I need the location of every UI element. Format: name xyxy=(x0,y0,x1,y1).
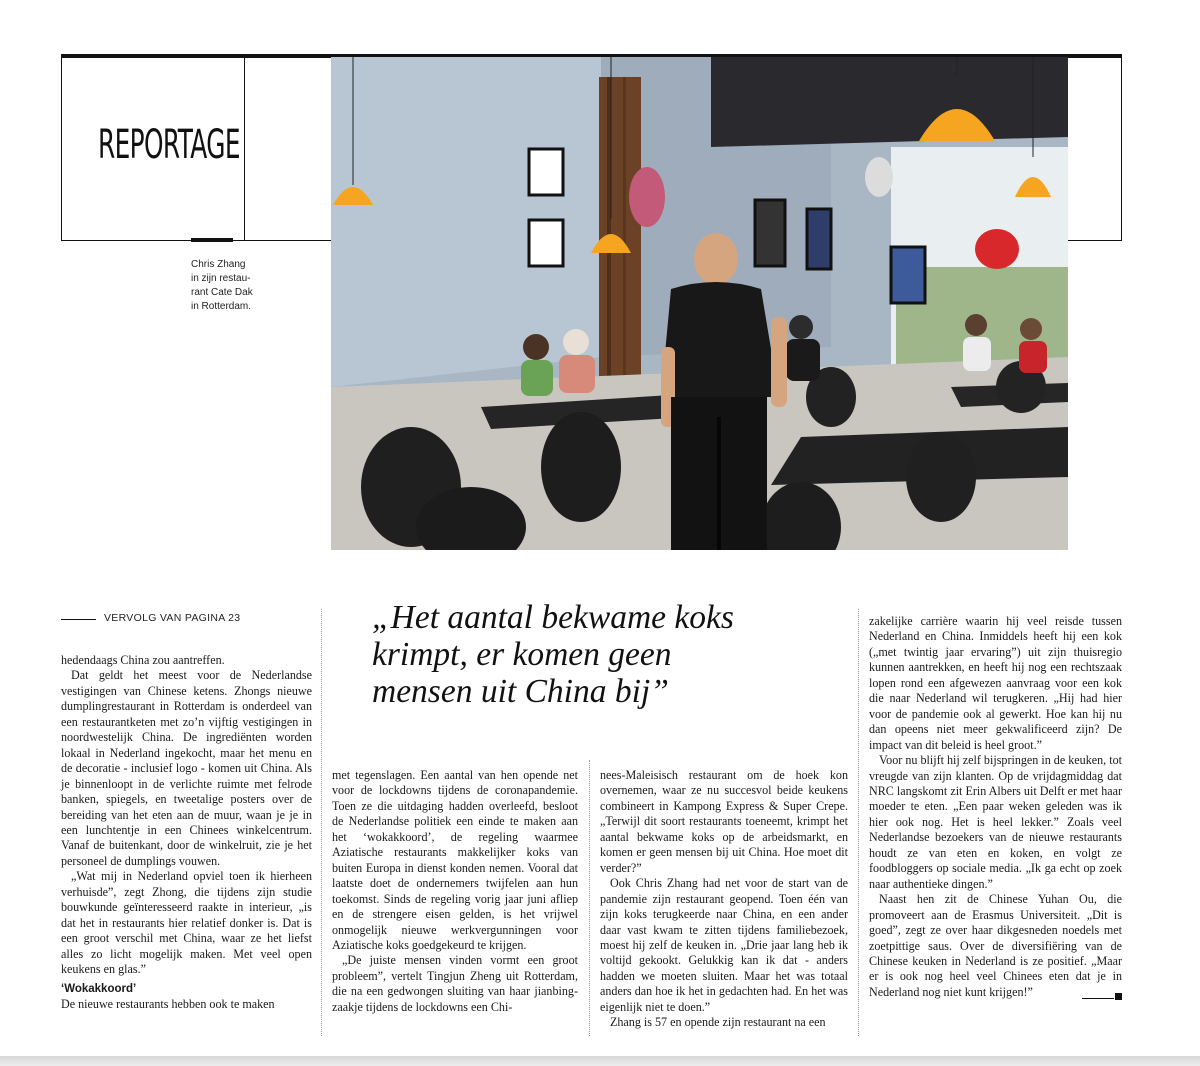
continued-rule xyxy=(61,619,96,620)
pull-quote: „Het aantal bekwame koks krimpt, er komen geen mensen uit China bij” xyxy=(372,599,734,710)
article-column-1 xyxy=(61,653,312,1012)
paragraph: „De juiste mensen vinden vormt een groot probleem”, vertelt Tingjun Zheng uit Rotterdam, die na een gedwongen sluiting van haar jianbing-zaakje tijdens de lockdowns een Chi- xyxy=(332,953,578,1014)
paragraph: De nieuwe restaurants hebben ook te maken xyxy=(61,996,275,1011)
paragraph: zakelijke carrière waarin hij veel reisde tussen Nederland en China. Inmiddels heeft hij een kok („met twintig jaar ervaring”) uit zijn thuisregio kunnen aantrekken, en heeft hij nog een rechtszaak lopen rond een afgewezen aanvraag voor een kok die naar Nederland wil terugkeren. „Hij had hier voor de pandemie ook al gewerkt. Hoe kan hij nu dan opeens niet meer gekwalificeerd zijn? De impact van dit beleid is heel groot.” xyxy=(869,614,1122,752)
end-mark xyxy=(1115,993,1122,1000)
subheading: ‘Wokakkoord’ xyxy=(61,982,137,995)
column-rule xyxy=(321,609,322,1036)
paragraph: Ook Chris Zhang had net voor de start van de pandemie zijn restaurant geopend. Toen één van zijn koks terugkeerde naar China, en een ander daar vast kwam te zitten tijdens familiebezoek, moest hij zelf de keuken in. „Drie jaar lang heb ik voltijd gekookt. Gelukkig kan ik dat - anders hadden we moeten sluiten. Maar het was totaal anders dan hoe ik het in gedachten had. En het was eigenlijk niet te doen.” xyxy=(600,876,848,1014)
paragraph: met tegenslagen. Een aantal van hen opende net voor de lockdowns tijdens de coronapandemie. Toen ze die uitdaging hadden overleefd, besloot de Nederlandse politiek een einde te maken aan het ‘wokakkoord’, de regeling waarmee Aziatische restaurants makkelijker koks van buiten Europa in dienst konden nemen. Vooral dat laatste doet de ondernemers twijfelen aan hun toekomst. Sinds de regeling vorig jaar juni afliep en de strengere eisen gelden, is het vrijwel onmogelijk nieuwe werkvergunningen voor Aziatische koks goedgekeurd te krijgen. xyxy=(332,768,578,952)
paragraph: „Wat mij in Nederland opviel toen ik hierheen verhuisde”, zegt Zhong, die tijdens zijn studie bouwkunde geïnteresseerd raakte in interieur, „is dat het in restaurants hier relatief donker is. Dat is een groot verschil met China, waar ze het liefst alles zo licht mogelijk maken. Met veel open keukens en glas.” xyxy=(61,869,312,977)
column-rule xyxy=(589,760,590,1036)
caption-rule xyxy=(191,238,233,242)
photo-caption: Chris Zhang in zijn restau- rant Cate Dak in Rotterdam. xyxy=(191,259,253,312)
frame-right xyxy=(1068,57,1122,241)
restaurant-photo-illustration xyxy=(331,57,1068,550)
paragraph: Naast hen zit de Chinese Yuhan Ou, die promoveert aan de Erasmus Universiteit. „Dit is goed”, zegt ze over haar dikgesneden noedels met zoetpittige saus. Over de diversifiëring van de Chinese keuken in Nederland is ze positief. „Maar er is ook nog heel veel Chinees eten dat je in Nederland nog niet kunt krijgen!” xyxy=(869,892,1122,999)
paragraph: Voor nu blijft hij zelf bijspringen in de keuken, tot vreugde van zijn klanten. Op de vrijdagmiddag dat NRC langskomt zit Erin Albers uit Delft er met haar moeder te eten. „Een paar weken geleden was ik hier ook nog. Het is heel lekker.” Zoals veel Nederlandse bezoekers van de nieuwe restaurants houdt ze van eten en koken, en volgt ze foodbloggers op sociale media. „Ik ga echt op zoek naar authentieke dingen.” xyxy=(869,753,1122,891)
end-rule xyxy=(1082,998,1114,999)
paragraph: nees-Maleisisch restaurant om de hoek kon overnemen, waar ze nu succesvol beide keukens combineert in Kampong Express & Super Crepe. „Terwijl dit soort restaurants toeneemt, krimpt het aantal bekwame koks op de arbeidsmarkt, en komen er geen mensen bij uit China. Hoe moet dit verder?” xyxy=(600,768,848,875)
article-column-4 xyxy=(869,614,1122,1000)
paragraph: Zhang is 57 en opende zijn restaurant na een xyxy=(610,1015,826,1030)
paragraph: hedendaags China zou aantreffen. xyxy=(61,653,225,667)
frame-rule xyxy=(243,240,331,241)
continued-label: VERVOLG VAN PAGINA 23 xyxy=(104,612,241,624)
column-rule xyxy=(858,609,859,1036)
article-column-2 xyxy=(332,768,578,1015)
article-column-3 xyxy=(600,768,848,1031)
page-edge xyxy=(0,1056,1200,1066)
restaurant-photo xyxy=(331,57,1068,550)
section-label: REPORTAGE xyxy=(98,122,240,168)
paragraph: Dat geldt het meest voor de Nederlandse vestigingen van Chinese ketens. Zhongs nieuwe dumplingrestaurant in Rotterdam is onderdeel van een restaurantketen met zo’n vijftig vestigingen in noordwestelijk China. De ingrediënten worden lokaal in Nederland ingekocht, maar het menu en de decoratie - inclusief logo - komen uit China. Als je binnenloopt in de verlichte ruimte met felrode banken, spiegels, en tweetalige posters over de bereiding van het eten aan de muur, waan je je in een lunchtentje in een Chinees winkelcentrum. Vanaf de buitenkant, door de winkelruit, zie je het personeel de dumplings vouwen. xyxy=(61,668,312,868)
